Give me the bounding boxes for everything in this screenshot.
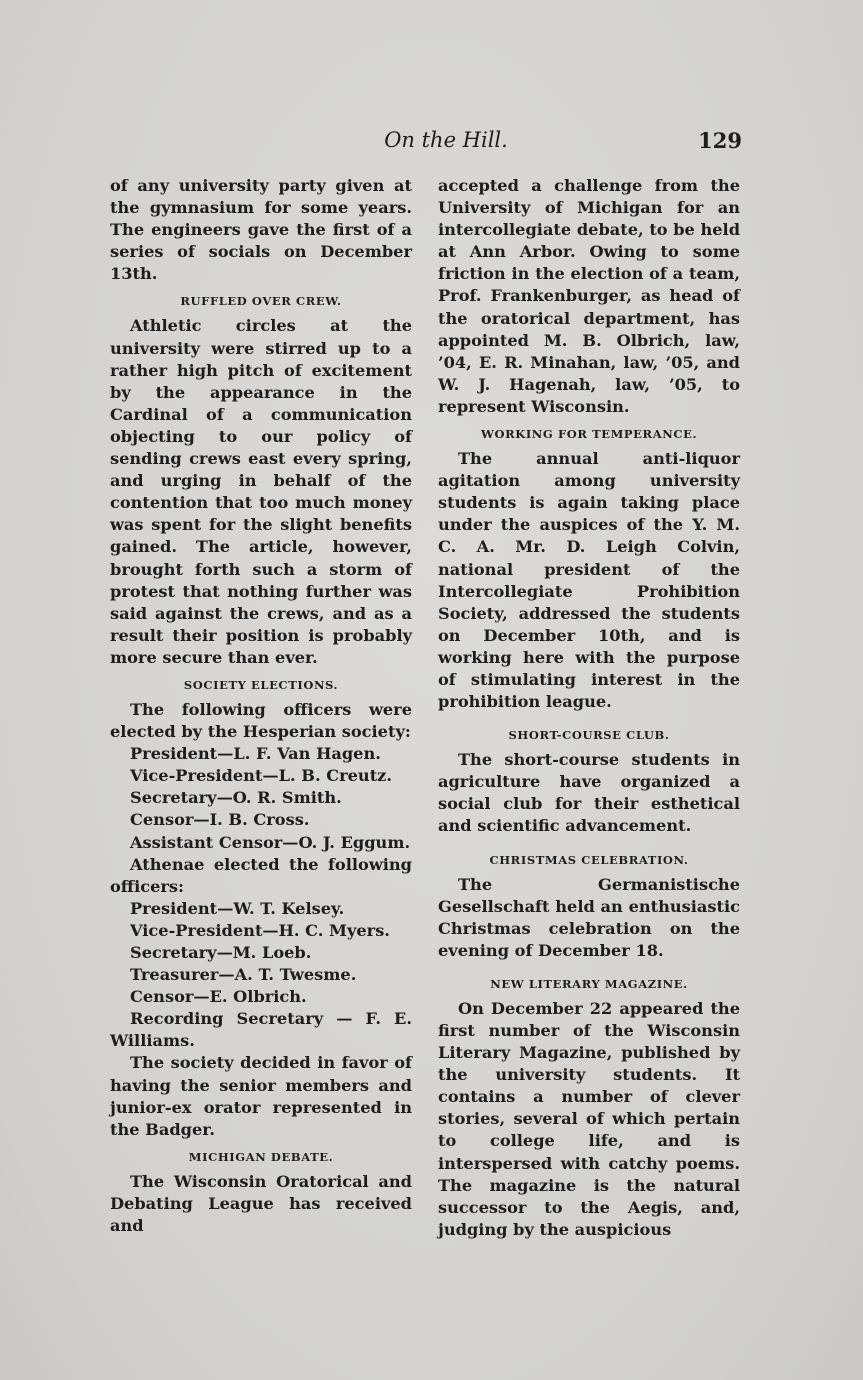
officer-line: Vice-President—L. B. Creutz. <box>130 766 393 786</box>
page-number: 129 <box>698 128 742 153</box>
article-new-literary-magazine: On December 22 appeared the first number of the Wisconsin Literary Magazine, published by the university students. It contains a number of clever stories, several of which pertain to college life, and is interspersed with catchy poems. The magazine is the natural successor to the Aegis, and, judging by the auspicious <box>438 998 740 1239</box>
officer-line: Secretary—O. R. Smith. <box>130 788 342 808</box>
continued-paragraph: accepted a challenge from the University of Michigan for an intercollegiate debate, to be held at Ann Arbor. Owing to some friction in the election of a team, Prof. Frankenburger, as head of the oratorical department, has appointed M. B. Olbrich, law, ’04, E. R. Minahan, law, ’05, and W. J. Hagenah, law, ’05, to represent Wisconsin. <box>438 176 741 416</box>
article-christmas-celebration: The Germanistische Gesellschaft held an enthusiastic Christmas celebration on the evening of December 18. <box>438 874 740 960</box>
recording-secretary-line: Recording Secretary — F. E. Williams. <box>110 1009 412 1051</box>
running-head <box>110 128 742 158</box>
section-heading-christmas-celebration: CHRISTMAS CELEBRATION. <box>489 852 689 867</box>
section-heading-short-course-club: SHORT-COURSE CLUB. <box>508 728 670 743</box>
officer-line: President—W. T. Kelsey. <box>130 898 345 918</box>
running-title: On the Hill. <box>384 128 508 152</box>
officer-line: Secretary—M. Loeb. <box>130 943 312 962</box>
officer-line: Vice-President—H. C. Myers. <box>130 920 390 940</box>
hesperian-intro: The following officers were elected by the Hesperian society: <box>110 699 412 742</box>
officer-line: Censor—I. B. Cross. <box>130 810 310 830</box>
officer-line: Censor—E. Olbrich. <box>130 987 307 1007</box>
officer-line: Assistant Censor—O. J. Eggum. <box>130 832 411 852</box>
section-heading-new-literary-magazine: NEW LITERARY MAGAZINE. <box>490 976 688 991</box>
section-heading-society-elections: SOCIETY ELECTIONS. <box>183 677 339 692</box>
section-heading-michigan-debate: MICHIGAN DEBATE. <box>188 1149 334 1164</box>
officer-line: Treasurer—A. T. Twesme. <box>130 965 357 985</box>
society-closing: The society decided in favor of having the senior members and junior-ex orator represented in the Badger. <box>110 1053 412 1139</box>
section-heading-ruffled-over-crew: RUFFLED OVER CREW. <box>180 294 342 309</box>
section-heading-working-for-temperance: WORKING FOR TEMPERANCE. <box>480 427 698 442</box>
left-column <box>110 175 412 1237</box>
article-ruffled-over-crew: Athletic circles at the university were stirred up to a rather high pitch of excitement by the appearance in the Cardinal of a communication objecting to our policy of sending crews east every spring, and urging in behalf of the contention that too much money was spent for the slight benefits gained. The article, however, brought forth such a storm of protest that nothing further was said against the crews, and as a result their position is probably more secure than ever. <box>110 316 412 667</box>
article-working-for-temperance: The annual anti-liquor agitation among university students is again taking place under the auspices of the Y. M. C. A. Mr. D. Leigh Colvin, national president of the Intercollegiate Prohibition Society, addressed the students on December 10th, and is working here with the purpose of stimulating interest in the prohibition league. <box>438 449 740 712</box>
right-column <box>438 175 740 1241</box>
article-michigan-debate: The Wisconsin Oratorical and Debating League has received and <box>110 1171 412 1236</box>
continued-paragraph: of any university party given at the gymnasium for some years. The engineers gave the first of a series of socials on December 13th. <box>110 176 412 284</box>
article-short-course-club: The short-course students in agriculture have organized a social club for their esthetical and scientific advancement. <box>438 750 740 836</box>
athenae-intro: Athenae elected the following officers: <box>110 854 412 896</box>
officer-line: President—L. F. Van Hagen. <box>130 744 381 764</box>
